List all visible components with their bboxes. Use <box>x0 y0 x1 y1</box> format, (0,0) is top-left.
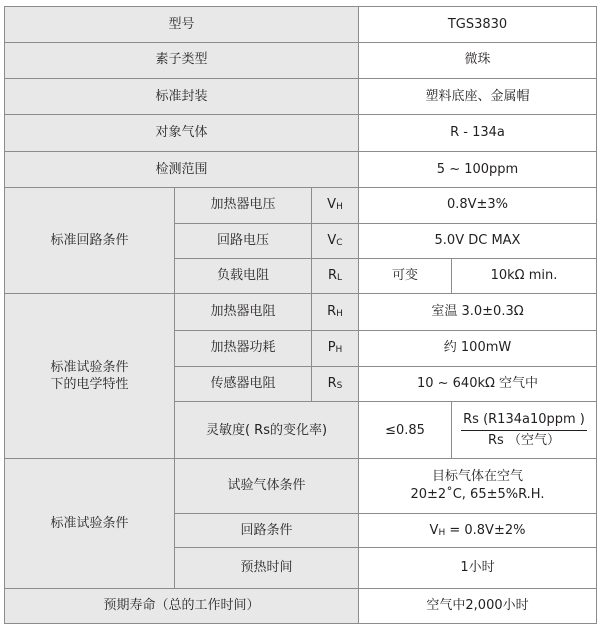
table-row <box>5 187 597 223</box>
sensor-resistance-symbol <box>312 366 359 402</box>
load-resistance-label: 负载电阻 <box>175 259 312 294</box>
electrical-group-line2: 下的电学特性 <box>50 377 129 393</box>
table-row <box>5 459 597 513</box>
electrical-group-label <box>5 294 175 459</box>
test-group-label: 标准试验条件 <box>5 459 175 589</box>
sensitivity-fraction <box>461 411 587 449</box>
load-resistance-symbol <box>312 259 359 294</box>
heater-voltage-label: 加热器电压 <box>175 187 312 223</box>
symbol-subscript: L <box>337 273 343 284</box>
symbol-letter: V <box>429 522 439 538</box>
symbol-subscript: H <box>336 202 343 213</box>
load-resistance-min-value: 10kΩ min. <box>452 259 597 294</box>
model-label: 型号 <box>5 7 359 43</box>
load-resistance-value: 可变 <box>359 259 452 294</box>
sensor-resistance-value: 10 ~ 640kΩ 空气中 <box>359 366 597 402</box>
table-row <box>5 7 597 43</box>
heater-voltage-value: 0.8V±3% <box>359 187 597 223</box>
circuit-condition-value <box>359 513 597 548</box>
circuit-voltage-value: 5.0V DC MAX <box>359 223 597 259</box>
symbol-letter: V <box>327 233 337 249</box>
circuit-condition-value-text: = 0.8V±2% <box>445 522 526 538</box>
sensitivity-ratio <box>452 402 597 459</box>
test-gas-value-line2: 20±2˚C, 65±5%R.H. <box>410 487 545 503</box>
heater-power-label: 加热器功耗 <box>175 330 312 366</box>
package-value: 塑料底座、金属帽 <box>359 78 597 115</box>
symbol-subscript: H <box>336 309 343 320</box>
target-gas-value: R - 134a <box>359 115 597 152</box>
symbol-subscript: H <box>335 345 343 356</box>
circuit-voltage-symbol <box>312 223 359 259</box>
heater-voltage-symbol <box>312 187 359 223</box>
table-row <box>5 589 597 624</box>
test-gas-value-line1: 目标气体在空气 <box>432 469 524 485</box>
electrical-group-line1: 标准试验条件 <box>50 359 129 375</box>
lifetime-label: 预期寿命（总的工作时间） <box>5 589 359 624</box>
fraction-denominator: Rs （空气） <box>488 432 560 448</box>
element-type-value: 微珠 <box>359 42 597 78</box>
heater-resistance-value: 室温 3.0±0.3Ω <box>359 294 597 331</box>
range-value: 5 ~ 100ppm <box>359 152 597 188</box>
test-gas-value <box>359 459 597 513</box>
package-label: 标准封装 <box>5 78 359 115</box>
fraction-numerator: Rs (R134a10ppm ) <box>461 411 587 431</box>
table-row <box>5 42 597 78</box>
heater-resistance-symbol <box>312 294 359 331</box>
table-row <box>5 115 597 152</box>
circuit-group-label: 标准回路条件 <box>5 187 175 293</box>
symbol-subscript: H <box>438 527 446 538</box>
element-type-label: 素子类型 <box>5 42 359 78</box>
circuit-voltage-label: 回路电压 <box>175 223 312 259</box>
table-row <box>5 152 597 188</box>
table-row <box>5 294 597 331</box>
symbol-letter: R <box>327 376 337 392</box>
range-label: 检测范围 <box>5 152 359 188</box>
sensor-resistance-label: 传感器电阻 <box>175 366 312 402</box>
symbol-letter: V <box>327 197 337 213</box>
test-gas-label: 试验气体条件 <box>175 459 359 513</box>
circuit-condition-label: 回路条件 <box>175 513 359 548</box>
lifetime-value: 空气中2,000小时 <box>359 589 597 624</box>
symbol-subscript: S <box>336 381 343 392</box>
heater-power-value: 约 100mW <box>359 330 597 366</box>
preheat-label: 预热时间 <box>175 548 359 589</box>
symbol-letter: R <box>327 268 338 284</box>
heater-resistance-label: 加热器电阻 <box>175 294 312 331</box>
heater-power-symbol <box>312 330 359 366</box>
sensitivity-label: 灵敏度( Rs的变化率) <box>175 402 359 459</box>
sensitivity-value: ≤0.85 <box>359 402 452 459</box>
target-gas-label: 对象气体 <box>5 115 359 152</box>
symbol-letter: R <box>327 304 337 320</box>
model-value: TGS3830 <box>359 7 597 43</box>
symbol-letter: P <box>327 340 336 356</box>
table-row <box>5 78 597 115</box>
preheat-value: 1小时 <box>359 548 597 589</box>
spec-table <box>4 6 597 624</box>
symbol-subscript: C <box>336 238 343 249</box>
